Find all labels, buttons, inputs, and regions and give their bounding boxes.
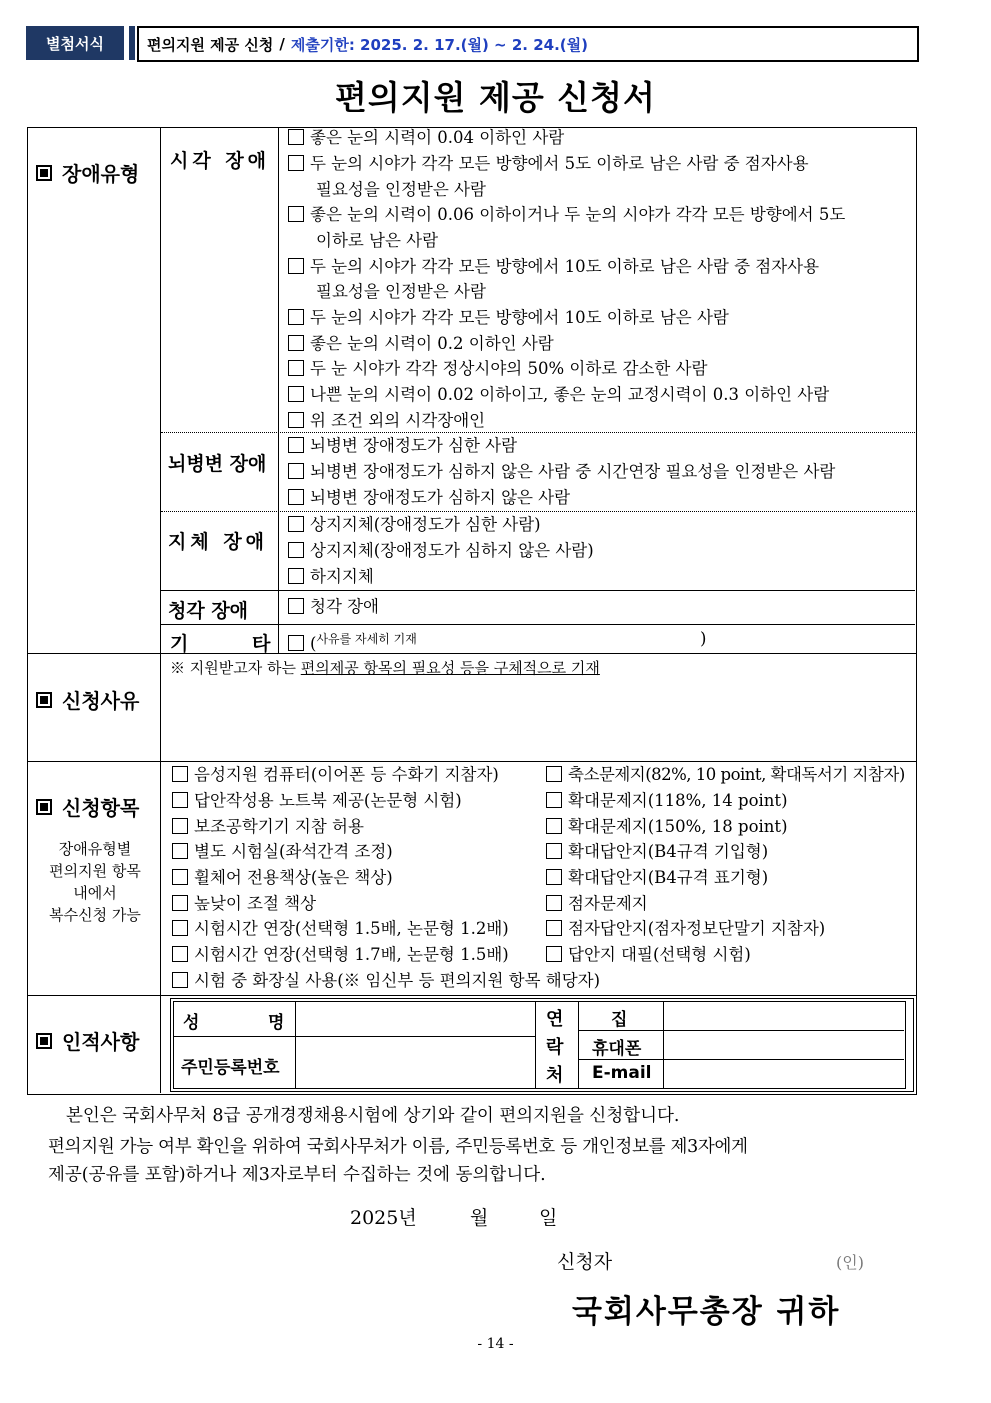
checkbox-visual-2-cont: 필요성을 인정받은 사람 xyxy=(316,180,486,199)
section-label-request: 신청항목 xyxy=(36,792,139,821)
sublabel-column-divider xyxy=(278,127,279,653)
name-input[interactable] xyxy=(297,1003,534,1035)
checkbox-request-left-3[interactable]: 보조공학기기 지참 허용 xyxy=(172,814,364,840)
square-bullet-icon xyxy=(36,799,52,815)
home-phone-input[interactable] xyxy=(665,1003,903,1029)
checkbox-icon[interactable] xyxy=(288,206,304,222)
personal-col-1 xyxy=(295,1002,296,1088)
checkbox-icon[interactable] xyxy=(546,869,562,885)
divider-physical-hearing xyxy=(161,590,915,591)
checkbox-physical-2[interactable]: 상지지체(장애정도가 심하지 않은 사람) xyxy=(288,538,594,564)
checkbox-request-left-8[interactable]: 시험시간 연장(선택형 1.7배, 논문형 1.5배) xyxy=(172,942,509,968)
checkbox-visual-7[interactable]: 두 눈 시야가 각각 정상시야의 50% 이하로 감소한 사람 xyxy=(288,356,707,382)
checkbox-icon[interactable] xyxy=(172,869,188,885)
divider-request-personal xyxy=(27,995,916,996)
sublabel-physical: 지체 장애 xyxy=(168,531,269,553)
checkbox-request-left-4[interactable]: 별도 시험실(좌석간격 조정) xyxy=(172,839,393,865)
statement-line-2: 편의지원 가능 여부 확인을 위하여 국회사무처가 이름, 주민등록번호 등 개인정보를 제3자에게 xyxy=(48,1137,748,1157)
reason-note: ※ 지원받고자 하는 편의제공 항목의 필요성 등을 구체적으로 기재 xyxy=(170,659,600,677)
personal-col-3 xyxy=(578,1002,579,1088)
checkbox-request-left-2[interactable]: 답안작성용 노트북 제공(논문형 시험) xyxy=(172,788,462,814)
other-hint: 사유를 자세히 기재 xyxy=(316,632,417,646)
checkbox-visual-9[interactable]: 위 조건 외의 시각장애인 xyxy=(288,408,485,434)
document-title: 편의지원 제공 신청서 xyxy=(335,78,656,117)
checkbox-icon[interactable] xyxy=(172,946,188,962)
label-name-1: 성 xyxy=(183,1013,200,1033)
checkbox-request-right-6[interactable]: 점자문제지 xyxy=(546,891,648,917)
form-tag: 별첨서식 xyxy=(26,26,124,60)
label-contact-3: 처 xyxy=(546,1065,564,1086)
checkbox-visual-4-cont: 필요성을 인정받은 사람 xyxy=(316,282,486,301)
date-year: 2025년 xyxy=(350,1207,417,1229)
checkbox-brain-3[interactable]: 뇌병변 장애정도가 심하지 않은 사람 xyxy=(288,485,570,511)
checkbox-icon[interactable] xyxy=(288,463,304,479)
checkbox-icon[interactable] xyxy=(288,412,304,428)
checkbox-request-right-2[interactable]: 확대문제지(118%, 14 point) xyxy=(546,788,788,814)
checkbox-brain-2[interactable]: 뇌병변 장애정도가 심하지 않은 사람 중 시간연장 필요성을 인정받은 사람 xyxy=(288,459,835,485)
checkbox-icon[interactable] xyxy=(172,972,188,988)
applicant-label: 신청자 xyxy=(557,1251,613,1273)
checkbox-request-full[interactable]: 시험 중 화장실 사용(※ 임신부 등 편의지원 항목 해당자) xyxy=(172,968,600,994)
checkbox-icon[interactable] xyxy=(546,818,562,834)
checkbox-icon[interactable] xyxy=(288,437,304,453)
label-mobile: 휴대폰 xyxy=(592,1039,642,1059)
square-bullet-icon xyxy=(36,692,52,708)
checkbox-icon[interactable] xyxy=(288,258,304,274)
checkbox-icon[interactable] xyxy=(172,895,188,911)
email-input[interactable] xyxy=(665,1061,903,1086)
checkbox-icon[interactable] xyxy=(172,818,188,834)
section-label-disability: 장애유형 xyxy=(36,158,139,187)
statement-line-3: 제공(공유를 포함)하거나 제3자로부터 수집하는 것에 동의합니다. xyxy=(48,1165,546,1185)
sublabel-visual: 시각 장애 xyxy=(170,150,271,172)
checkbox-icon[interactable] xyxy=(546,792,562,808)
square-bullet-icon xyxy=(36,1033,52,1049)
checkbox-request-left-7[interactable]: 시험시간 연장(선택형 1.5배, 논문형 1.2배) xyxy=(172,916,509,942)
divider-disability-reason xyxy=(27,653,916,654)
mobile-input[interactable] xyxy=(665,1031,903,1058)
checkbox-request-right-8[interactable]: 답안지 대필(선택형 시험) xyxy=(546,942,751,968)
section-label-reason: 신청사유 xyxy=(36,685,139,714)
square-bullet-icon xyxy=(36,165,52,181)
notice-box xyxy=(137,26,919,62)
reason-input-area[interactable] xyxy=(162,680,914,760)
rrn-input[interactable] xyxy=(297,1038,534,1086)
divider-hearing-other xyxy=(161,624,915,625)
request-side-note: 장애유형별 편의지원 항목 내에서 복수신청 가능 xyxy=(49,840,141,924)
notice-deadline: 제출기한: 2025. 2. 17.(월) ~ 2. 24.(월) xyxy=(290,35,588,54)
seal-mark: (인) xyxy=(836,1253,864,1272)
checkbox-icon[interactable] xyxy=(288,309,304,325)
checkbox-visual-3-cont: 이하로 남은 사람 xyxy=(316,231,439,250)
checkbox-icon[interactable] xyxy=(288,635,304,651)
checkbox-icon[interactable] xyxy=(288,129,304,145)
checkbox-icon[interactable] xyxy=(172,843,188,859)
notice-prefix: 편의지원 제공 신청 xyxy=(147,35,274,54)
label-email: E-mail xyxy=(592,1063,652,1083)
checkbox-request-right-3[interactable]: 확대문제지(150%, 18 point) xyxy=(546,814,788,840)
contact-row-2 xyxy=(579,1059,904,1060)
checkbox-brain-1[interactable]: 뇌병변 장애정도가 심한 사람 xyxy=(288,433,517,459)
personal-row-divider xyxy=(174,1036,535,1037)
checkbox-icon[interactable] xyxy=(288,542,304,558)
tag-divider xyxy=(129,26,135,60)
checkbox-icon[interactable] xyxy=(172,920,188,936)
checkbox-icon[interactable] xyxy=(546,843,562,859)
sublabel-other-1: 기 xyxy=(170,633,189,655)
statement-line-1: 본인은 국회사무처 8급 공개경쟁채용시험에 상기와 같이 편의지원을 신청합니다. xyxy=(66,1106,680,1126)
label-name-2: 명 xyxy=(268,1013,285,1033)
checkbox-icon[interactable] xyxy=(288,335,304,351)
checkbox-icon[interactable] xyxy=(288,155,304,171)
checkbox-icon[interactable] xyxy=(546,766,562,782)
label-contact-1: 연 xyxy=(546,1009,564,1030)
checkbox-visual-1[interactable]: 좋은 눈의 시력이 0.04 이하인 사람 xyxy=(288,125,564,151)
checkbox-request-right-4[interactable]: 확대답안지(B4규격 기입형) xyxy=(546,839,768,865)
personal-col-2 xyxy=(535,1002,536,1088)
checkbox-hearing-1[interactable]: 청각 장애 xyxy=(288,594,379,620)
checkbox-icon[interactable] xyxy=(288,489,304,505)
label-column-divider xyxy=(160,127,161,1093)
checkbox-request-right-7[interactable]: 점자답안지(점자정보단말기 지참자) xyxy=(546,916,825,942)
checkbox-visual-5[interactable]: 두 눈의 시야가 각각 모든 방향에서 10도 이하로 남은 사람 xyxy=(288,305,729,331)
page-number: - 14 - xyxy=(477,1336,514,1352)
sublabel-brain: 뇌병변 장애 xyxy=(168,453,267,475)
checkbox-icon[interactable] xyxy=(546,946,562,962)
checkbox-icon[interactable] xyxy=(288,386,304,402)
checkbox-icon[interactable] xyxy=(288,598,304,614)
sublabel-other-2: 타 xyxy=(252,633,271,655)
checkbox-icon[interactable] xyxy=(172,792,188,808)
checkbox-other[interactable]: ($^{사유를 자세히 기재}$ xyxy=(288,626,417,657)
addressee: 국회사무총장 귀하 xyxy=(572,1294,841,1330)
checkbox-visual-8[interactable]: 나쁜 눈의 시력이 0.02 이하이고, 좋은 눈의 교정시력이 0.3 이하인 사람 xyxy=(288,382,829,408)
label-rrn: 주민등록번호 xyxy=(181,1058,280,1078)
label-contact-2: 락 xyxy=(546,1037,564,1058)
checkbox-icon[interactable] xyxy=(288,568,304,584)
checkbox-physical-3[interactable]: 하지지체 xyxy=(288,564,374,590)
checkbox-physical-1[interactable]: 상지지체(장애정도가 심한 사람) xyxy=(288,512,541,538)
checkbox-visual-6[interactable]: 좋은 눈의 시력이 0.2 이하인 사람 xyxy=(288,331,554,357)
checkbox-icon[interactable] xyxy=(172,766,188,782)
checkbox-request-right-1[interactable]: 축소문제지(82%, 10 point, 확대독서기 지참자) xyxy=(546,762,905,788)
date-day: 일 xyxy=(539,1207,558,1229)
checkbox-request-right-5[interactable]: 확대답안지(B4규격 표기형) xyxy=(546,865,768,891)
checkbox-request-left-1[interactable]: 음성지원 컴퓨터(이어폰 등 수화기 지참자) xyxy=(172,762,499,788)
checkbox-request-left-6[interactable]: 높낮이 조절 책상 xyxy=(172,891,316,917)
checkbox-request-left-5[interactable]: 휠체어 전용책상(높은 책상) xyxy=(172,865,393,891)
checkbox-icon[interactable] xyxy=(546,920,562,936)
date-month: 월 xyxy=(470,1207,489,1229)
checkbox-icon[interactable] xyxy=(288,360,304,376)
checkbox-visual-2[interactable]: 두 눈의 시야가 각각 모든 방향에서 5도 이하로 남은 사람 중 점자사용 xyxy=(288,151,809,177)
sublabel-hearing: 청각 장애 xyxy=(168,600,249,622)
notice-slash: / xyxy=(279,35,285,53)
checkbox-icon[interactable] xyxy=(288,516,304,532)
personal-col-4 xyxy=(663,1002,664,1088)
other-close-paren: ) xyxy=(700,629,707,648)
label-home: 집 xyxy=(611,1010,628,1030)
section-label-personal: 인적사항 xyxy=(36,1026,139,1055)
checkbox-visual-3[interactable]: 좋은 눈의 시력이 0.06 이하이거나 두 눈의 시야가 각각 모든 방향에서 5도 xyxy=(288,202,845,228)
checkbox-icon[interactable] xyxy=(546,895,562,911)
divider-visual-brain xyxy=(161,432,915,433)
checkbox-visual-4[interactable]: 두 눈의 시야가 각각 모든 방향에서 10도 이하로 남은 사람 중 점자사용 xyxy=(288,254,819,280)
